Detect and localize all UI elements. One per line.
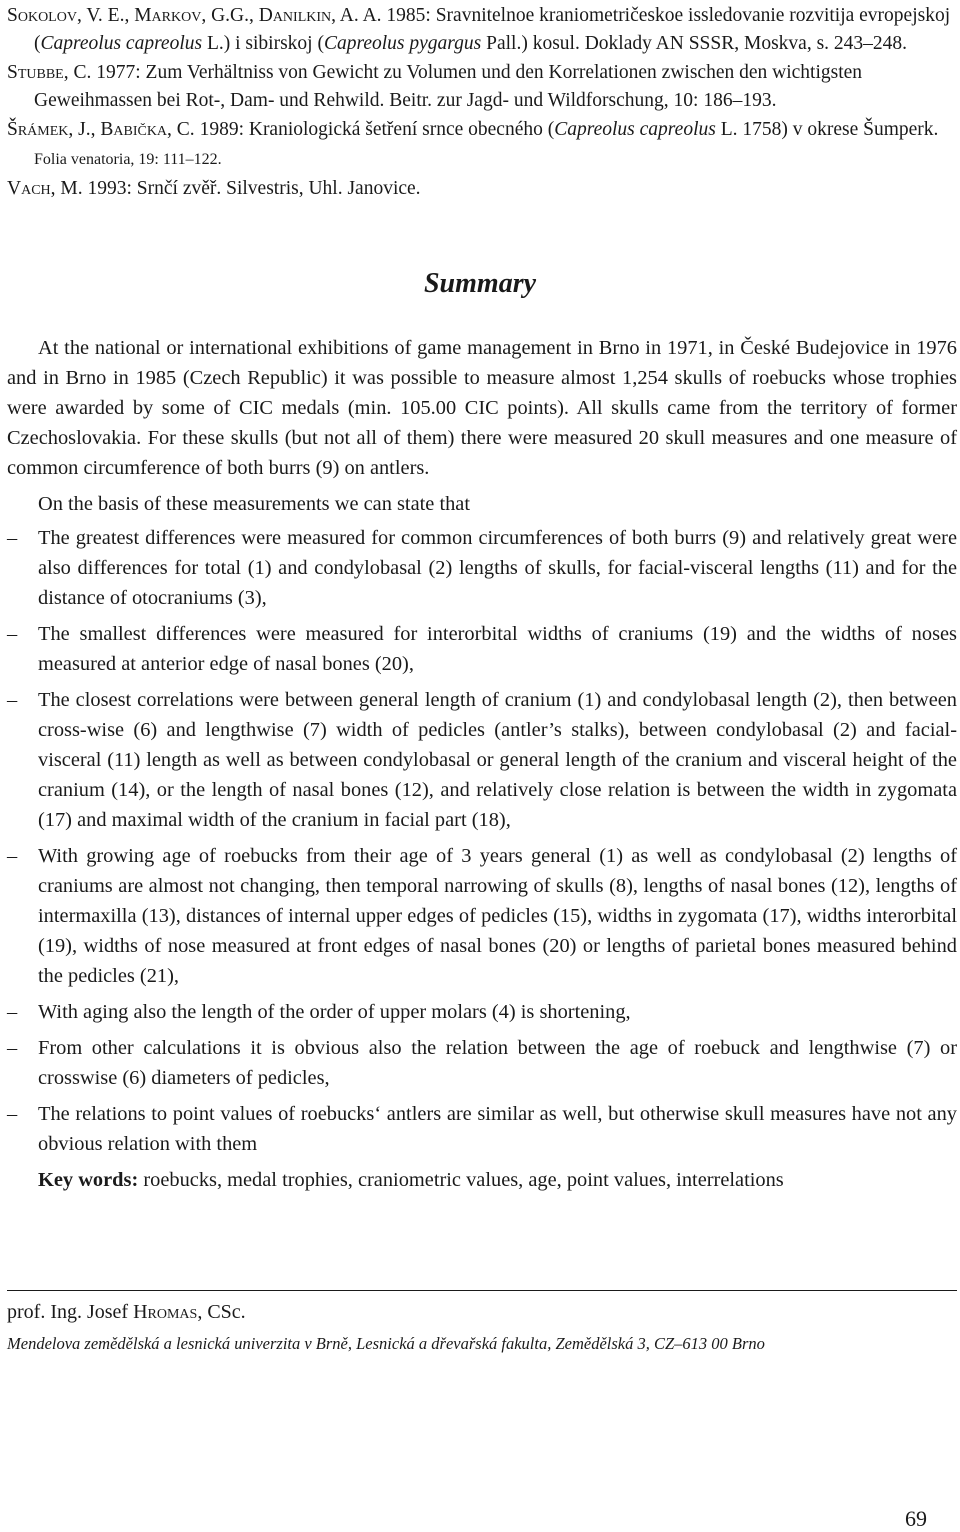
reference-authors: Stubbe, C. <box>7 62 92 83</box>
findings-list <box>7 523 957 1159</box>
keywords-text: roebucks, medal trophies, craniometric values, age, point values, interrelations <box>138 1169 784 1191</box>
reference-list <box>7 2 957 204</box>
page-number: 69 <box>905 1506 927 1531</box>
summary-intro: At the national or international exhibitions of game management in Brno in 1971, in České Budejovice in 1976 and in Brno in 1985 (Czech Republic) it was possible to measure almost 1,254 skulls of roebucks whose trophies were awarded by some of CIC medals (min. 105.00 CIC points). All skulls came from the territory of former Czechoslovakia. For these skulls (but not all of them) there were measured 20 skull measures and one measure of common circumference of both burrs (9) on antlers. <box>7 337 957 479</box>
footer-divider <box>7 1290 957 1291</box>
list-item: – The relations to point values of roebucks‘ antlers are similar as well, but otherwise skull measures have not any obvious relation with them <box>7 1099 957 1159</box>
list-item: – The greatest differences were measured for common circumferences of both burrs (9) and relatively great were also differences for total (1) and condylobasal (2) lengths of skulls, for facial-visceral lengths (11) and for the distance of otocraniums (3), <box>7 523 957 613</box>
summary-lead: On the basis of these measurements we can state that <box>38 493 471 515</box>
dash-bullet: – <box>7 1103 18 1125</box>
list-item: – With aging also the length of the order of upper molars (4) is shortening, <box>7 997 957 1027</box>
dash-bullet: – <box>7 689 18 711</box>
summary-body <box>7 333 957 1195</box>
list-item: – With growing age of roebucks from their age of 3 years general (1) as well as condylobasal (2) lengths of craniums are almost not changing, then temporal narrowing of skulls (8), lengths of nasal bones (12), lengths of intermaxilla (13), distances of internal upper edges of pedicles (15), widths in zygomata (17), widths interorbital (19), widths of nose measured at front edges of nasal bones (20) or lengths of parietal bones measured behind the pedicles (21), <box>7 841 957 991</box>
author-name: prof. Ing. Josef Hromas, CSc. <box>7 1301 246 1323</box>
list-item: – The smallest differences were measured for interorbital widths of craniums (19) and the widths of noses measured at anterior edge of nasal bones (20), <box>7 619 957 679</box>
dash-bullet: – <box>7 623 18 645</box>
reference-item: Stubbe, C. 1977: Zum Verhältniss von Gewicht zu Volumen und den Korrelationen zwischen den wichtigsten Geweihmassen bei Rot-, Dam- und Rehwild. Beitr. zur Jagd- und Wildforschung, 10: 186–193. <box>7 62 863 111</box>
reference-item: Sokolov, V. E., Markov, G.G., Danilkin, A. A. 1985: Sravnitelnoe kraniometričeskoe issledovanie rozvitija evropejskoj (Capreolus capreolus L.) i sibirskoj (Capreolus pygargus Pall.) kosul. Doklady AN SSSR, Moskva, s. 243–248. <box>7 5 951 54</box>
author-affiliation: Mendelova zemědělská a lesnická univerzita v Brně, Lesnická a dřevařská fakulta, Zemědělská 3, CZ–613 00 Brno <box>7 1334 765 1353</box>
keywords-label: Key words: <box>38 1169 139 1191</box>
reference-authors: Šrámek, J., Babička, C. <box>7 119 195 140</box>
dash-bullet: – <box>7 1037 18 1059</box>
reference-authors: Vach, M. <box>7 178 83 199</box>
dash-bullet: – <box>7 527 18 549</box>
keywords <box>38 1165 957 1195</box>
list-item: – The closest correlations were between general length of cranium (1) and condylobasal length (2), then between cross-wise (6) and lengthwise (7) width of pedicles (antler’s stalks), between condylobasal (2) and facial-visceral (11) length as well as between condylobasal or general length of the cranium and visceral height of the cranium (14), or the length of nasal bones (12), and relatively close relation is between the width in zygomata (17) and maximal width of the cranium in facial part (18), <box>7 685 957 835</box>
reference-authors: Sokolov, V. E., Markov, G.G., Danilkin, A. A. <box>7 5 382 26</box>
dash-bullet: – <box>7 1001 18 1023</box>
list-item: – From other calculations it is obvious also the relation between the age of roebuck and lengthwise (7) or crosswise (6) diameters of pedicles, <box>7 1033 957 1093</box>
summary-heading: Summary <box>423 268 537 299</box>
reference-item: Vach, M. 1993: Srnčí zvěř. Silvestris, Uhl. Janovice. <box>7 178 421 199</box>
dash-bullet: – <box>7 845 18 867</box>
reference-item: Šrámek, J., Babička, C. 1989: Kraniologická šetření srnce obecného (Capreolus capreolus L. 1758) v okrese Šumperk. Folia venatoria, 19: 111–122. <box>7 119 939 168</box>
